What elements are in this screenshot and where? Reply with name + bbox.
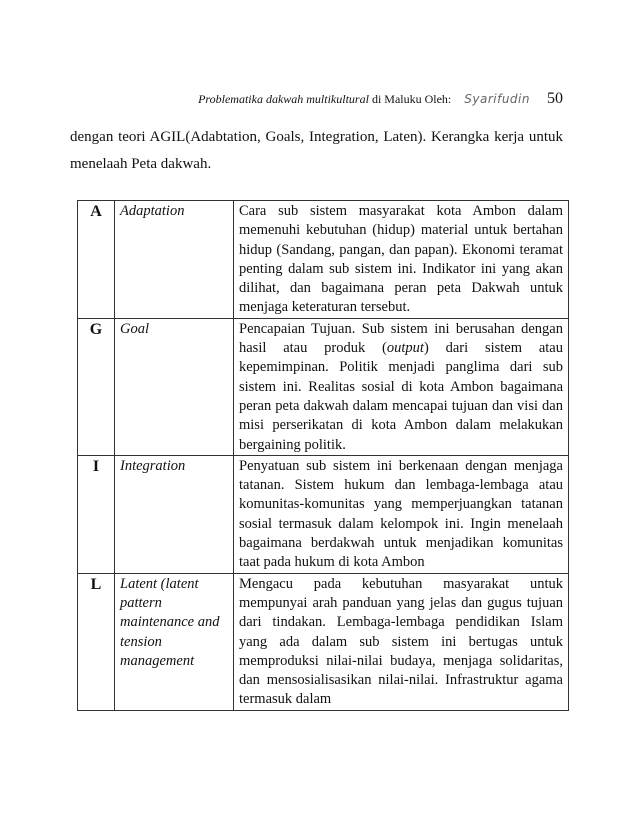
intro-paragraph: dengan teori AGIL(Adabtation, Goals, Integration, Laten). Kerangka kerja untuk menelaah Peta dakwah. (70, 129, 563, 172)
row-concept-latent: Latent (latent pattern maintenance and tension management (115, 573, 234, 710)
goal-description-part-2: ) dari sistem atau kepemimpinan. Politik menjadi panglima dari sub sistem ini. Realitas sosial di kota Ambon bagaimana peran peta dakwah dalam mencapai tujuan dan visi dan misi perserikatan di kota Ambon dalam melakukan bergaining politik. (239, 340, 563, 453)
row-description-latent: Mengacu pada kebutuhan masyarakat untuk mempunyai arah panduan yang jelas dan gugus tujuan dari tindakan. Lembaga-lembaga pendidikan Islam yang ada dalam sub sistem ini bertugas untuk memproduksi nilai-nilai budaya, menjaga solidaritas, dan mensosialisasikan nilai-nilai. Infrastruktur agama termasuk dalam (234, 573, 569, 710)
running-header (0, 90, 563, 108)
table-row-latent (78, 573, 569, 710)
row-letter-l: L (78, 573, 115, 710)
row-concept-integration: Integration (115, 455, 234, 573)
header-author: Syarifudin (464, 92, 530, 106)
goal-description-output-term: output (386, 340, 424, 357)
table-row-goal (78, 318, 569, 455)
header-running-title: Problematika dakwah multikultural (198, 92, 369, 106)
page-number: 50 (547, 90, 563, 107)
row-concept-adaptation: Adaptation (115, 201, 234, 319)
row-letter-a: A (78, 201, 115, 319)
row-description-integration: Penyatuan sub sistem ini berkenaan dengan menjaga tatanan. Sistem hukum dan lembaga-lembaga atau komunitas-komunitas yang memperjuangkan tatanan sosial termasuk dalam kelompok ini. Ingin menelaah bagaimana berdakwah untuk menjadikan komunitas taat pada hukum di kota Ambon (234, 455, 569, 573)
row-concept-goal: Goal (115, 318, 234, 455)
header-location-author-prefix: di Maluku Oleh: (371, 92, 452, 106)
table-row-integration (78, 455, 569, 573)
row-description-adaptation: Cara sub sistem masyarakat kota Ambon dalam memenuhi kebutuhan (hidup) material untuk bertahan hidup (Sandang, pangan, dan papan). Ekonomi teramat penting dalam sub sistem ini. Indikator ini yang akan dilihat, dan bagaimana peran peta Dakwah untuk menjaga keteraturan tersebut. (234, 201, 569, 319)
row-letter-g: G (78, 318, 115, 455)
row-description-goal (234, 318, 569, 455)
row-letter-i: I (78, 455, 115, 573)
goal-description-part-1: Pencapaian Tujuan. Sub sistem ini berusahan dengan hasil atau produk ( (239, 320, 563, 357)
agil-table (77, 200, 569, 711)
table-row-adaptation (78, 201, 569, 319)
